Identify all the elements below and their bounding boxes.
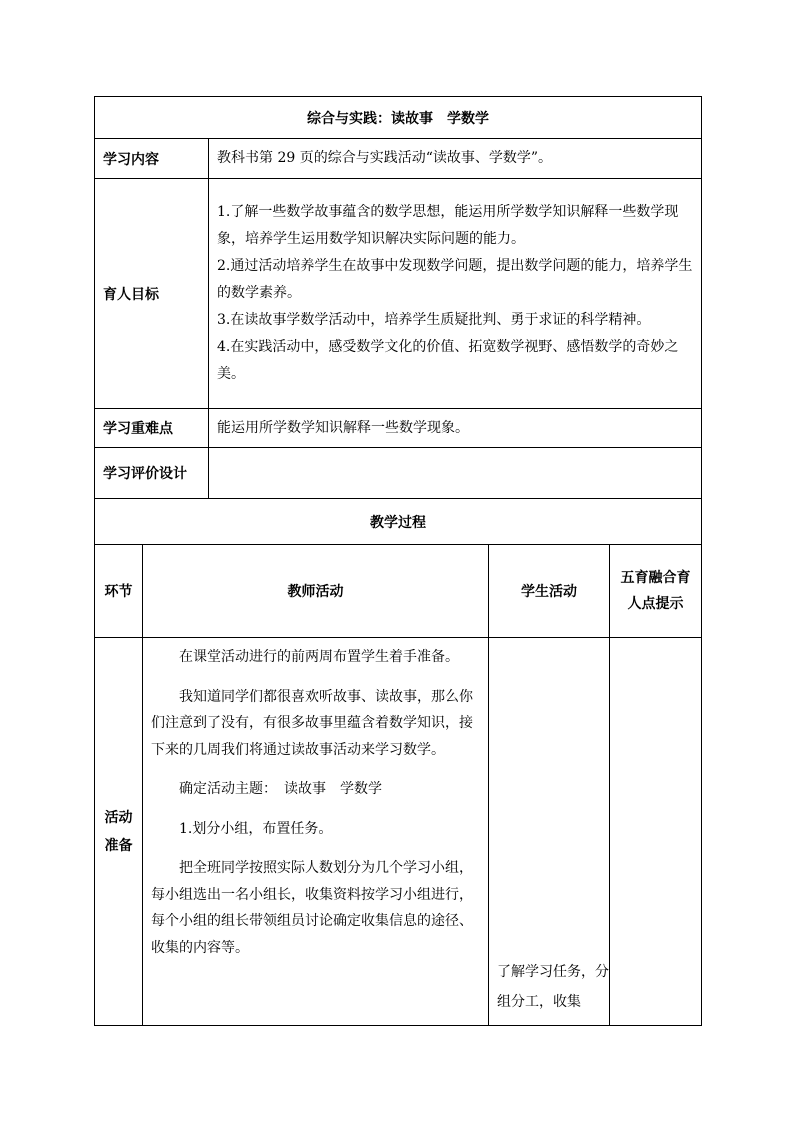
- lesson-plan: [94, 96, 701, 1026]
- goal-item: 3.在读故事学数学活动中，培养学生质疑批判、勇于求证的科学精神。: [217, 312, 651, 328]
- key-points-value: 能运用所学数学知识解释一些数学现象。: [209, 409, 702, 448]
- process-header-row: [95, 545, 702, 638]
- title-row: [95, 97, 702, 139]
- header-teacher: 教师活动: [143, 545, 489, 638]
- evaluation-row: [95, 448, 702, 499]
- process-title-row: [95, 499, 702, 545]
- goals-label: 育人目标: [95, 179, 209, 409]
- teacher-paragraph: 在课堂活动进行的前两周布置学生着手准备。: [179, 649, 459, 665]
- lesson-plan-table: [94, 96, 702, 1026]
- header-stage: 环节: [95, 545, 143, 638]
- process-title: 教学过程: [95, 499, 702, 545]
- tips-cell: [610, 638, 702, 1026]
- student-activity: [489, 638, 610, 1026]
- header-student: 学生活动: [489, 545, 610, 638]
- goal-item: 1.了解一些数学故事蕴含的数学思想，能运用所学数学知识解释一些数学现象，培养学生运用数学知识解决实际问题的能力。: [217, 204, 679, 247]
- stage-cell: 活动准备: [95, 638, 143, 1026]
- evaluation-label: 学习评价设计: [95, 448, 209, 499]
- key-points-row: [95, 409, 702, 448]
- teacher-paragraph: 1.划分小组，布置任务。: [179, 820, 333, 837]
- teacher-paragraph: 我知道同学们都很喜欢听故事、读故事，那么你们注意到了没有，有很多故事里蕴含着数学知识，接下来的几周我们将通过读故事活动来学习数学。: [151, 688, 473, 758]
- content-value: 教科书第 29 页的综合与实践活动“读故事、学数学”。: [209, 139, 702, 179]
- header-tips: 五育融合育人点提示: [610, 545, 702, 638]
- content-row: [95, 139, 702, 179]
- document-title: 综合与实践：读故事 学数学: [95, 97, 702, 139]
- content-label: 学习内容: [95, 139, 209, 179]
- goals-list: [209, 179, 702, 409]
- process-row: [95, 638, 702, 1026]
- teacher-paragraph: 把全班同学按照实际人数划分为几个学习小组，每小组选出一名小组长，收集资料按学习小组进行，每个小组的组长带领组员讨论确定收集信息的途径、收集的内容等。: [151, 860, 473, 956]
- key-points-label: 学习重难点: [95, 409, 209, 448]
- goal-item: 4.在实践活动中，感受数学文化的价值、拓宽数学视野、感悟数学的奇妙之美。: [217, 339, 679, 382]
- goal-item: 2.通过活动培养学生在故事中发现数学问题，提出数学问题的能力，培养学生的数学素养。: [217, 258, 693, 301]
- teacher-paragraph: 确定活动主题： 读故事 学数学: [179, 781, 382, 797]
- goals-row: [95, 179, 702, 409]
- student-text: 了解学习任务，分组分工，收集: [497, 964, 609, 1010]
- teacher-activity: [143, 638, 489, 1026]
- evaluation-value: [209, 448, 702, 499]
